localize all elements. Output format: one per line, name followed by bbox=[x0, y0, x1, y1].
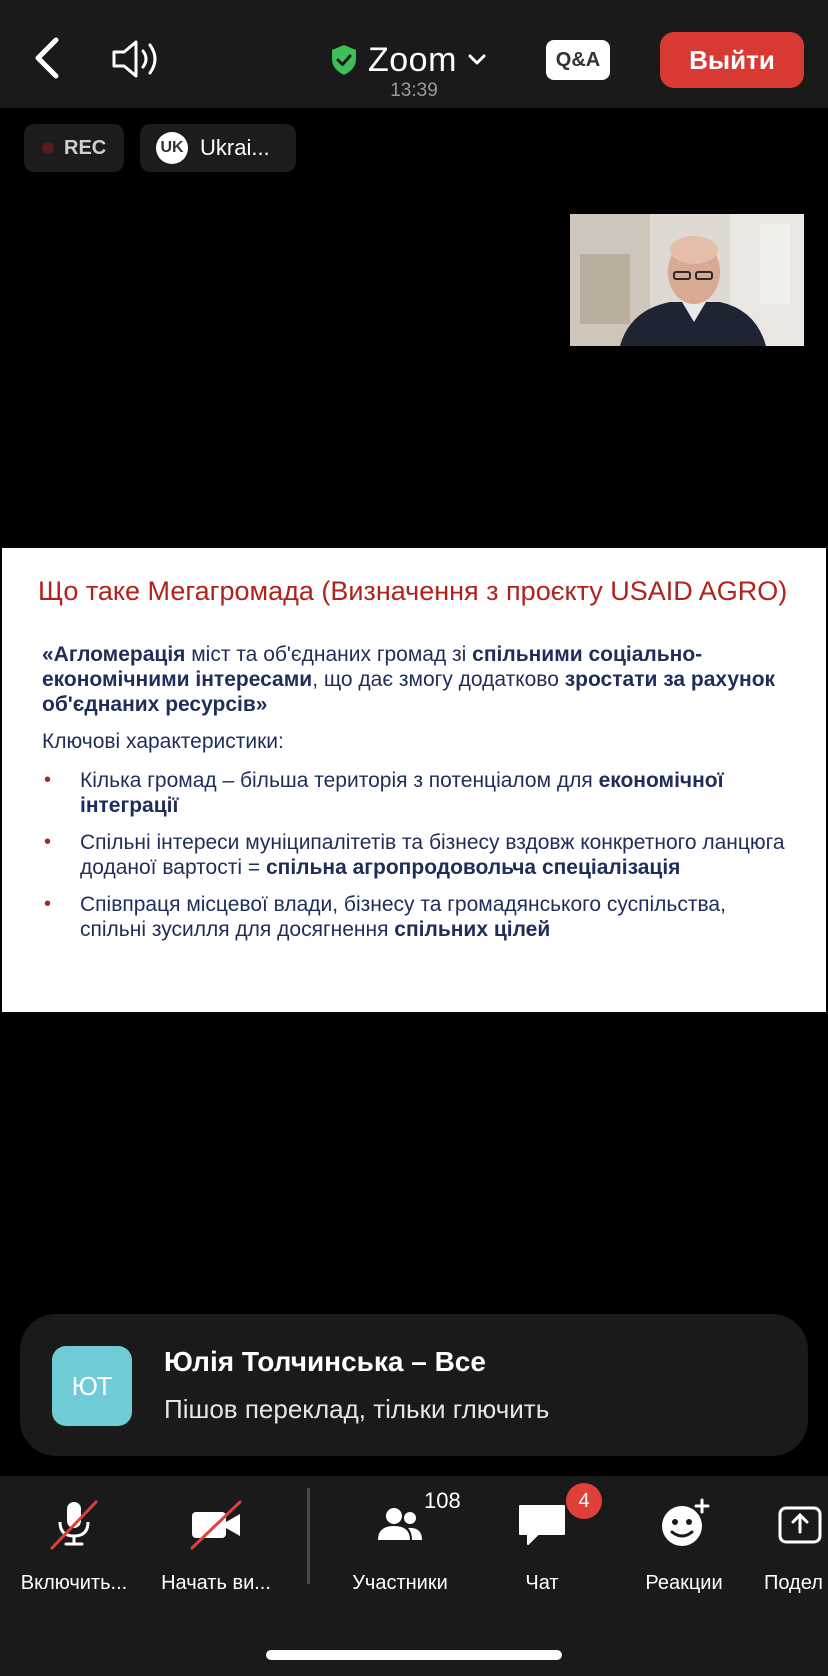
back-button[interactable] bbox=[28, 34, 68, 82]
slide-definition bbox=[42, 642, 782, 717]
bullet-emphasis: спільних цілей bbox=[394, 918, 551, 941]
share-icon bbox=[776, 1496, 828, 1552]
share-label: Подел bbox=[764, 1572, 823, 1594]
bullet-emphasis: спільна агропродовольча спеціалізація bbox=[265, 856, 681, 879]
bullet-text: Спільні інтереси муніципалітетів та бізнесу вздовж конкретного ланцюга доданої вартості = bbox=[80, 831, 785, 879]
bullet-text: Кілька громад – більша територія з потенціалом для bbox=[80, 769, 599, 792]
slide-bullet bbox=[42, 892, 790, 942]
chat-unread-badge: 4 bbox=[566, 1483, 602, 1519]
share-button[interactable] bbox=[756, 1496, 828, 1606]
recording-indicator bbox=[24, 124, 124, 172]
chat-message: Пішов переклад, тільки глючить bbox=[164, 1394, 550, 1424]
meeting-time: 13:39 bbox=[390, 80, 438, 101]
definition-part: зростати за рахунок об'єднаних ресурсів» bbox=[42, 668, 776, 716]
chevron-down-icon bbox=[467, 53, 487, 67]
slide-title: Що таке Мегагромада (Визначення з проєкту USAID AGRO) bbox=[38, 576, 788, 606]
start-video-label: Начать ви... bbox=[161, 1572, 271, 1594]
chat-label: Чат bbox=[525, 1572, 559, 1594]
chat-icon bbox=[514, 1496, 570, 1552]
language-code-badge: UK bbox=[156, 132, 188, 164]
definition-part: спільними соціально-економічними інтересами bbox=[42, 643, 703, 691]
speaker-video-image bbox=[570, 214, 804, 346]
shield-check-icon bbox=[330, 44, 358, 76]
unmute-label: Включить... bbox=[20, 1572, 128, 1594]
language-label: Ukrai... bbox=[200, 135, 270, 160]
participants-label: Участники bbox=[352, 1572, 448, 1594]
meeting-title: Zoom bbox=[368, 40, 457, 79]
back-icon bbox=[28, 34, 68, 82]
definition-part: «Агломерація bbox=[42, 643, 186, 666]
unmute-button[interactable] bbox=[4, 1496, 144, 1606]
leave-button[interactable]: Выйти bbox=[660, 32, 804, 88]
slide-bullet bbox=[42, 768, 790, 818]
bullet-icon: • bbox=[44, 893, 52, 915]
reactions-label: Реакции bbox=[645, 1572, 723, 1594]
reactions-button[interactable] bbox=[614, 1496, 754, 1606]
bullet-emphasis: економічної інтеграції bbox=[80, 769, 724, 817]
toolbar-divider bbox=[307, 1488, 310, 1584]
bullet-icon: • bbox=[44, 831, 52, 853]
participants-count: 108 bbox=[424, 1488, 461, 1513]
chat-notification[interactable] bbox=[20, 1314, 808, 1456]
speaker-video-thumbnail[interactable] bbox=[570, 214, 804, 346]
participants-icon bbox=[372, 1496, 428, 1552]
speaker-button[interactable] bbox=[110, 36, 164, 82]
rec-dot-icon bbox=[42, 142, 54, 154]
speaker-icon bbox=[110, 36, 164, 82]
slide-subheading: Ключові характеристики: bbox=[42, 730, 284, 753]
definition-part: , що дає змогу додатково bbox=[312, 668, 565, 691]
mic-muted-icon bbox=[46, 1496, 102, 1552]
home-indicator[interactable] bbox=[266, 1650, 562, 1660]
chat-sender: Юлія Толчинська – Все bbox=[164, 1346, 486, 1377]
interpretation-language-button[interactable] bbox=[140, 124, 296, 172]
slide-bullet bbox=[42, 830, 790, 880]
shared-screen-slide bbox=[2, 548, 826, 1012]
start-video-button[interactable] bbox=[146, 1496, 286, 1606]
avatar: ЮТ bbox=[52, 1346, 132, 1426]
meeting-toolbar bbox=[0, 1476, 828, 1676]
reactions-icon bbox=[656, 1496, 712, 1552]
bullet-icon: • bbox=[44, 769, 52, 791]
video-off-icon bbox=[188, 1496, 244, 1552]
meeting-title-dropdown[interactable] bbox=[330, 38, 487, 82]
top-bar bbox=[0, 0, 828, 108]
rec-label: REC bbox=[64, 136, 107, 159]
definition-part: міст та об'єднаних громад зі bbox=[185, 643, 473, 666]
slide-bullet-list bbox=[42, 768, 790, 954]
bullet-text: Співпраця місцевої влади, бізнесу та громадянського суспільства, спільні зусилля для досягнення bbox=[80, 893, 726, 941]
qa-button[interactable]: Q&A bbox=[546, 40, 610, 80]
